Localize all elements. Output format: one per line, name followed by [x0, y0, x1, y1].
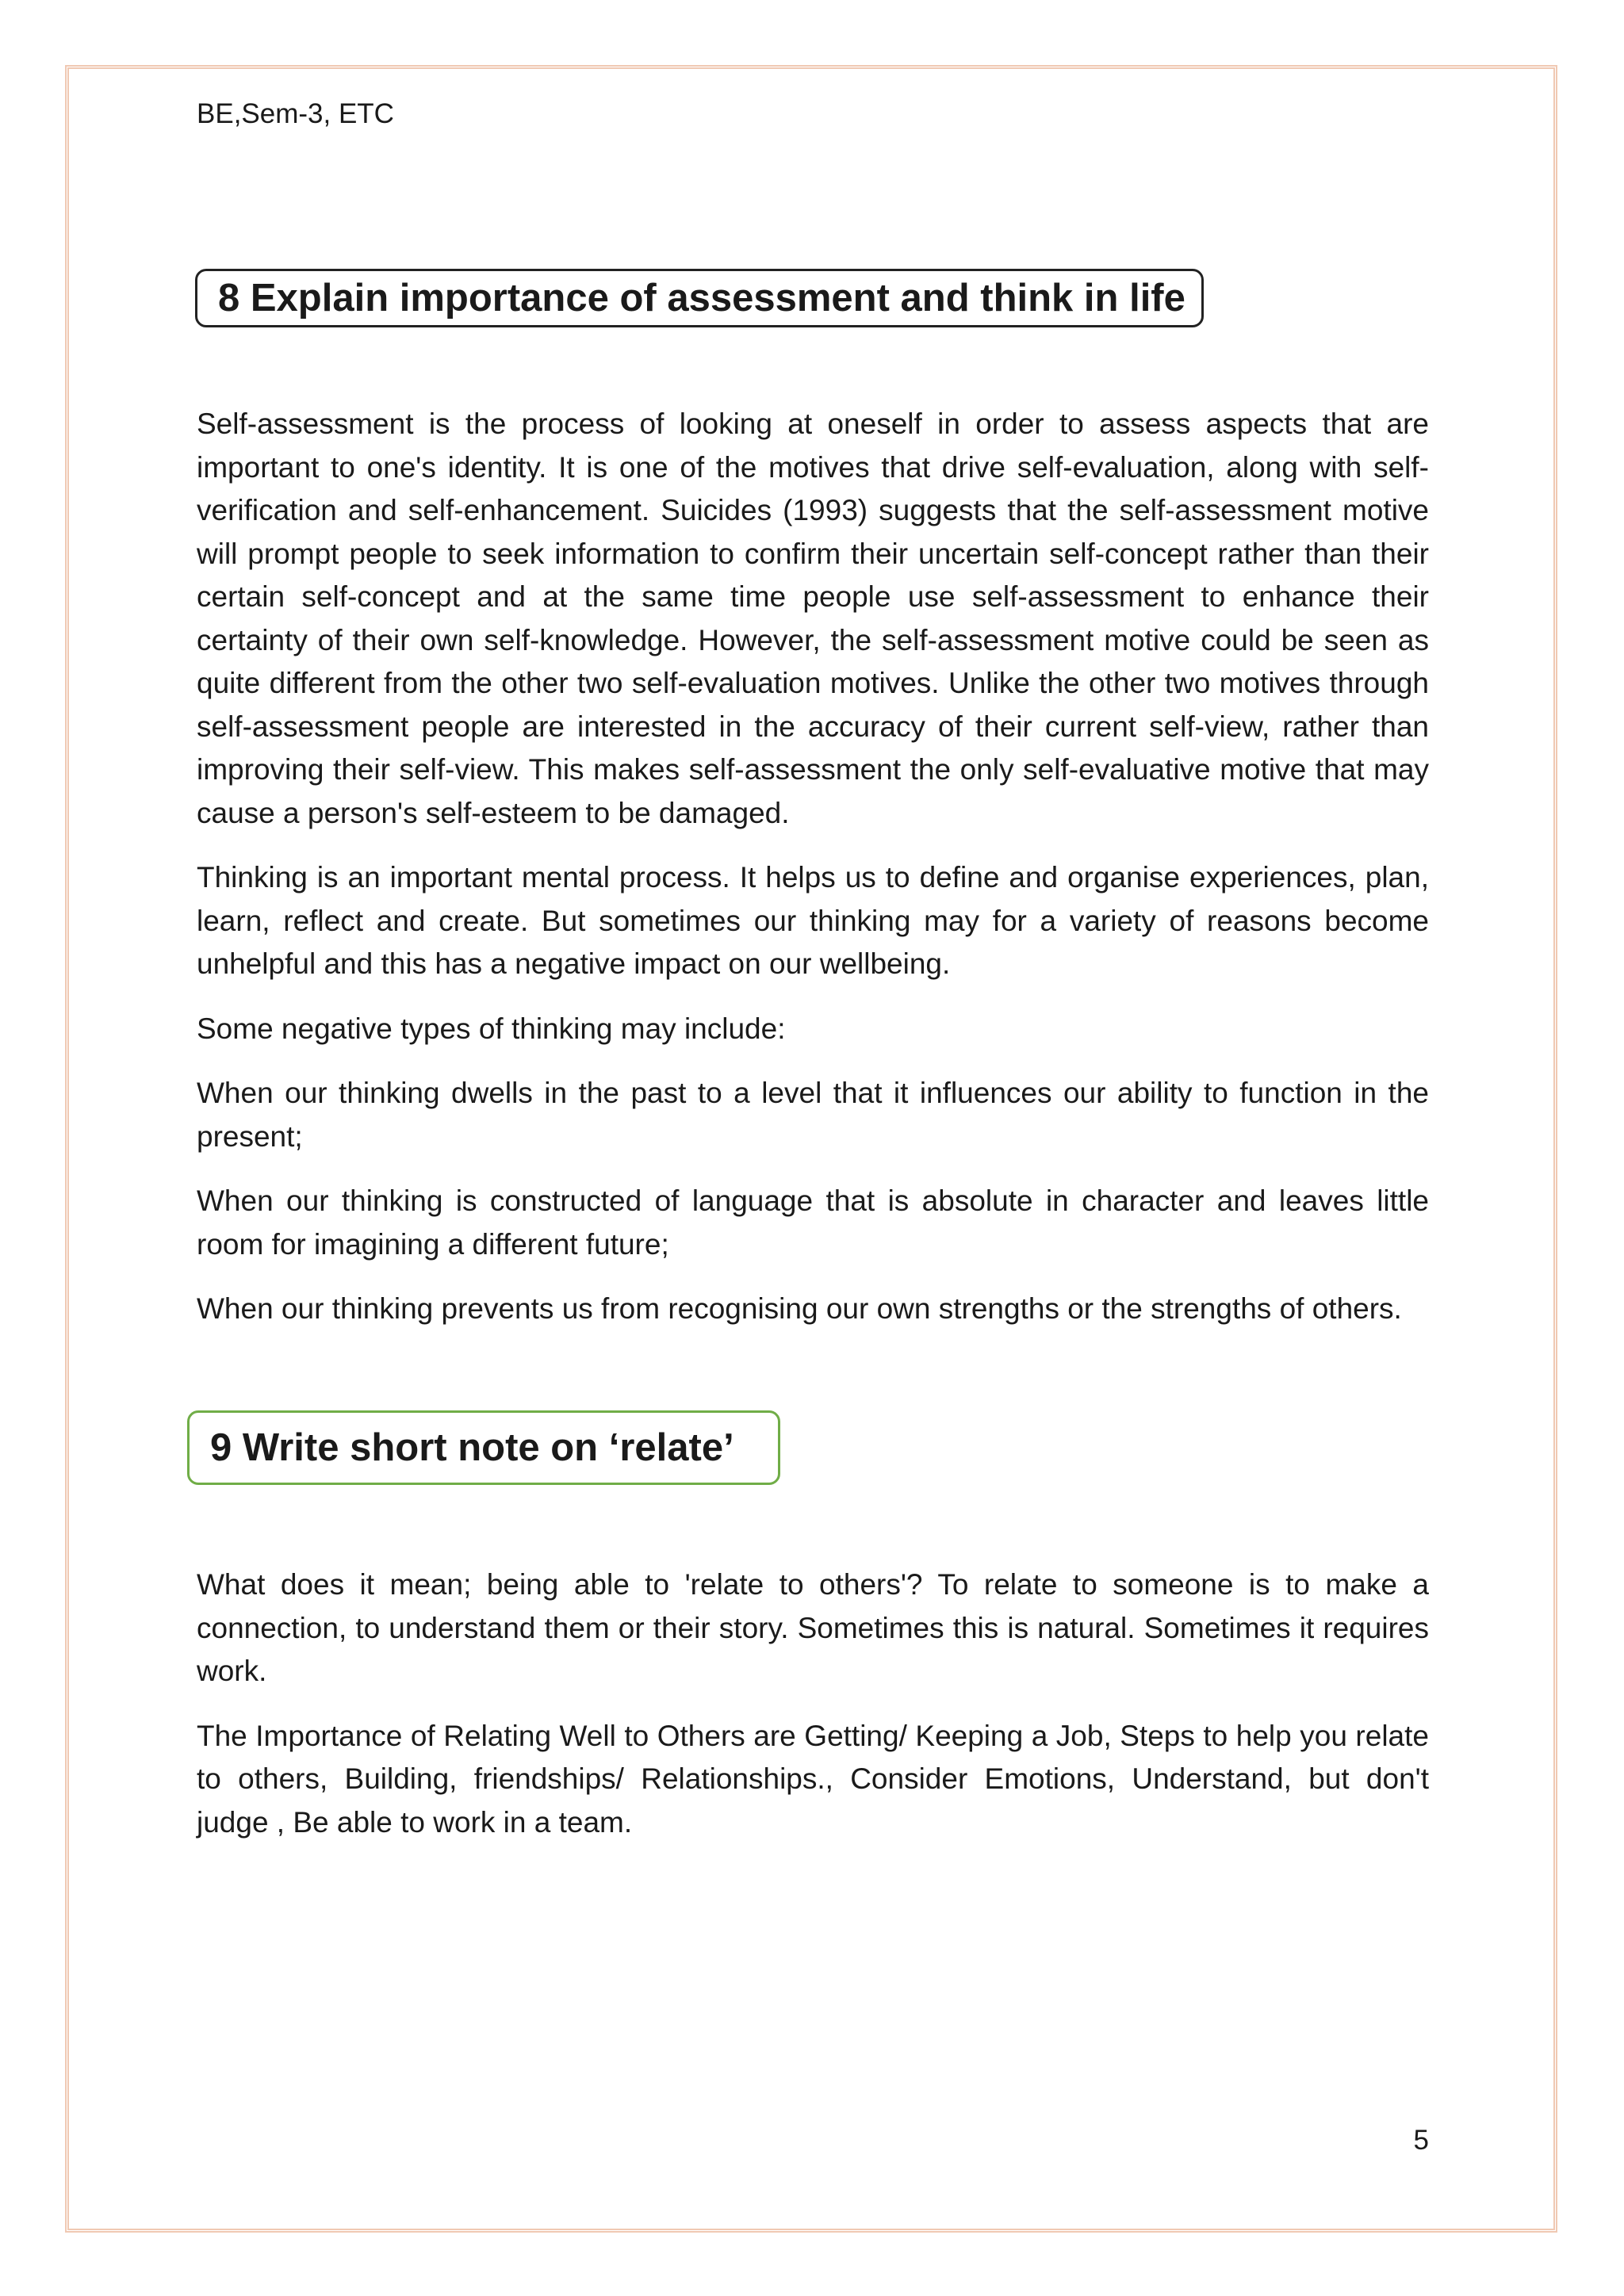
- page-number: 5: [1413, 2125, 1429, 2156]
- section-9-heading-box: [187, 1410, 780, 1485]
- section-8-paragraph-3: Some negative types of thinking may include:: [197, 1012, 786, 1045]
- section-8-paragraph-4: When our thinking dwells in the past to a level that it influences our ability to function in the present;: [197, 1077, 1429, 1153]
- section-8-body: [197, 403, 1429, 1353]
- section-9-paragraph-1: What does it mean; being able to 'relate to others'? To relate to someone is to make a connection, to understand them or their story. Sometimes this is natural. Sometimes it requires work.: [197, 1568, 1429, 1687]
- section-9-heading: 9 Write short note on ‘relate’: [210, 1426, 734, 1469]
- running-header: BE,Sem-3, ETC: [197, 98, 394, 129]
- section-8-paragraph-5: When our thinking is constructed of language that is absolute in character and leaves little room for imagining a different future;: [197, 1184, 1429, 1261]
- section-9-body: [197, 1563, 1429, 1866]
- section-8-paragraph-1: Self-assessment is the process of looking at oneself in order to assess aspects that are important to one's identity. It is one of the motives that drive self-evaluation, along with self-verification and self-enhancement. Suicides (1993) suggests that the self-assessment motive will prompt people to seek information to confirm their uncertain self-concept rather than their certain self-concept and at the same time people use self-assessment to enhance their certainty of their own self-knowledge. However, the self-assessment motive could be seen as quite different from the other two self-evaluation motives. Unlike the other two motives through self-assessment people are interested in the accuracy of their current self-view, rather than improving their self-view. This makes self-assessment the only self-evaluative motive that may cause a person's self-esteem to be damaged.: [197, 408, 1429, 829]
- section-9-paragraph-2: The Importance of Relating Well to Others are Getting/ Keeping a Job, Steps to help you relate to others, Building, friendships/ Relationships., Consider Emotions, Understand, but don't judge , Be able to work in a team.: [197, 1719, 1429, 1839]
- section-8-paragraph-2: Thinking is an important mental process. It helps us to define and organise experiences, plan, learn, reflect and create. But sometimes our thinking may for a variety of reasons become unhelpful and this has a negative impact on our wellbeing.: [197, 861, 1429, 980]
- section-8-paragraph-6: When our thinking prevents us from recognising our own strengths or the strengths of others.: [197, 1292, 1402, 1325]
- section-8-heading-box: [195, 269, 1204, 327]
- section-8-heading: 8 Explain importance of assessment and think in life: [218, 277, 1185, 320]
